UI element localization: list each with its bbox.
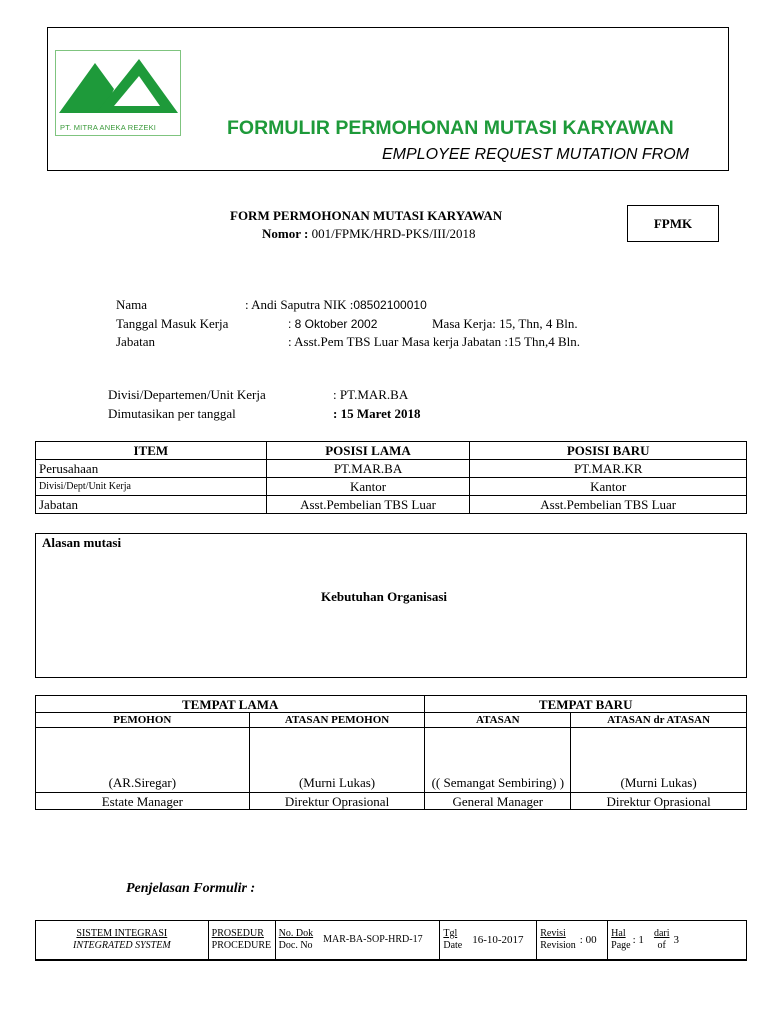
signer-name: (Murni Lukas) xyxy=(249,728,425,793)
doc-no-label-en: Doc. No xyxy=(278,940,313,951)
signer-role: Direktur Oprasional xyxy=(249,793,425,810)
company-logo xyxy=(55,50,181,136)
footer-page xyxy=(608,921,747,961)
col-applicant: PEMOHON xyxy=(36,713,250,728)
form-number xyxy=(262,226,476,242)
tenure-value: Masa Kerja: 15, Thn, 4 Bln. xyxy=(432,316,578,331)
table-header-row xyxy=(36,442,747,460)
system-label: SISTEM INTEGRASI xyxy=(76,928,168,939)
footer-procedure xyxy=(208,921,275,961)
signer-role: Estate Manager xyxy=(36,793,250,810)
old-value: Asst.Pembelian TBS Luar xyxy=(266,496,470,514)
join-date-text: : 8 Oktober 2002 xyxy=(288,317,378,331)
new-value: Kantor xyxy=(470,478,747,496)
col-supervisor: ATASAN xyxy=(425,713,571,728)
old-value: Kantor xyxy=(266,478,470,496)
form-heading: FORM PERMOHONAN MUTASI KARYAWAN xyxy=(230,208,503,223)
date-label-en: Date xyxy=(443,940,463,951)
col-applicant-supervisor: ATASAN PEMOHON xyxy=(249,713,425,728)
name-nik-text: : Andi Saputra NIK : xyxy=(245,297,354,312)
doc-no-label: No. Dok xyxy=(278,928,314,939)
signature-group-row xyxy=(36,696,747,713)
table-row xyxy=(36,496,747,514)
reason-label: Alasan mutasi xyxy=(42,535,122,550)
mutation-date-label: Dimutasikan per tanggal xyxy=(108,406,236,421)
table-row xyxy=(36,478,747,496)
signer-name: (AR.Siregar) xyxy=(36,728,250,793)
signature-table xyxy=(35,695,747,810)
signer-name: (Murni Lukas) xyxy=(571,728,747,793)
position-value: : Asst.Pem TBS Luar Masa kerja Jabatan :15 Thn,4 Bln. xyxy=(288,334,580,349)
date-value: 16-10-2017 xyxy=(472,934,524,946)
page-label-en: Page xyxy=(611,940,631,951)
col-supervisor-of-supervisor: ATASAN dr ATASAN xyxy=(571,713,747,728)
table-row xyxy=(36,460,747,478)
join-date-value xyxy=(288,316,377,332)
of-label: dari xyxy=(653,928,670,939)
revision-label: Revisi xyxy=(540,928,566,939)
logo-company-name: PT. MITRA ANEKA REZEKI xyxy=(60,123,157,132)
form-number-value: 001/FPMK/HRD-PKS/III/2018 xyxy=(311,226,476,241)
new-value: Asst.Pembelian TBS Luar xyxy=(470,496,747,514)
date-label: Tgl xyxy=(443,928,458,939)
form-title-english: EMPLOYEE REQUEST MUTATION FROM xyxy=(382,146,689,163)
of-label-en: of xyxy=(657,940,666,951)
signature-role-row xyxy=(36,793,747,810)
revision-label-en: Revision xyxy=(540,940,576,951)
nik-value: 08502100010 xyxy=(353,298,427,312)
division-value: : PT.MAR.BA xyxy=(333,387,409,402)
signer-role: Direktur Oprasional xyxy=(571,793,747,810)
doc-no-value: MAR-BA-SOP-HRD-17 xyxy=(323,934,423,945)
reason-box xyxy=(35,533,747,678)
logo-mountains-icon xyxy=(56,51,180,121)
signature-name-row xyxy=(36,728,747,793)
reason-text: Kebutuhan Organisasi xyxy=(320,589,448,604)
column-header-old-position: POSISI LAMA xyxy=(266,442,470,460)
group-new-place: TEMPAT BARU xyxy=(425,696,747,713)
position-label: Jabatan xyxy=(116,334,155,349)
footer-row xyxy=(36,921,747,961)
position-table xyxy=(35,441,747,514)
footer-date xyxy=(440,921,537,961)
page-label: Hal xyxy=(611,928,626,939)
join-date-label: Tanggal Masuk Kerja xyxy=(116,316,229,331)
name-label: Nama xyxy=(116,297,148,312)
form-title-indonesian: FORMULIR PERMOHONAN MUTASI KARYAWAN xyxy=(227,117,674,139)
column-header-item: ITEM xyxy=(36,442,267,460)
form-explanation-label: Penjelasan Formulir : xyxy=(126,881,256,896)
procedure-label: PROSEDUR xyxy=(211,928,264,939)
name-value xyxy=(245,297,427,313)
footer-revision xyxy=(537,921,608,961)
row-label: Jabatan xyxy=(36,496,267,514)
division-label: Divisi/Departemen/Unit Kerja xyxy=(108,387,266,402)
of-value: 3 xyxy=(673,934,679,946)
mutation-date-value: : 15 Maret 2018 xyxy=(333,406,421,421)
system-label-en: INTEGRATED SYSTEM xyxy=(72,940,171,951)
signature-col-row xyxy=(36,713,747,728)
form-number-label: Nomor : xyxy=(262,226,312,241)
document-footer xyxy=(35,920,747,961)
signer-name: (( Semangat Sembiring) ) xyxy=(425,728,571,793)
row-label: Perusahaan xyxy=(36,460,267,478)
procedure-label-en: PROCEDURE xyxy=(211,940,272,951)
signer-role: General Manager xyxy=(425,793,571,810)
new-value: PT.MAR.KR xyxy=(470,460,747,478)
revision-value: : 00 xyxy=(579,934,597,946)
footer-system xyxy=(36,921,209,961)
row-label: Divisi/Dept/Unit Kerja xyxy=(36,478,267,496)
form-code-box: FPMK xyxy=(627,205,719,242)
footer-doc-no xyxy=(275,921,440,961)
column-header-new-position: POSISI BARU xyxy=(470,442,747,460)
group-old-place: TEMPAT LAMA xyxy=(36,696,425,713)
page-value: : 1 xyxy=(632,934,644,946)
old-value: PT.MAR.BA xyxy=(266,460,470,478)
